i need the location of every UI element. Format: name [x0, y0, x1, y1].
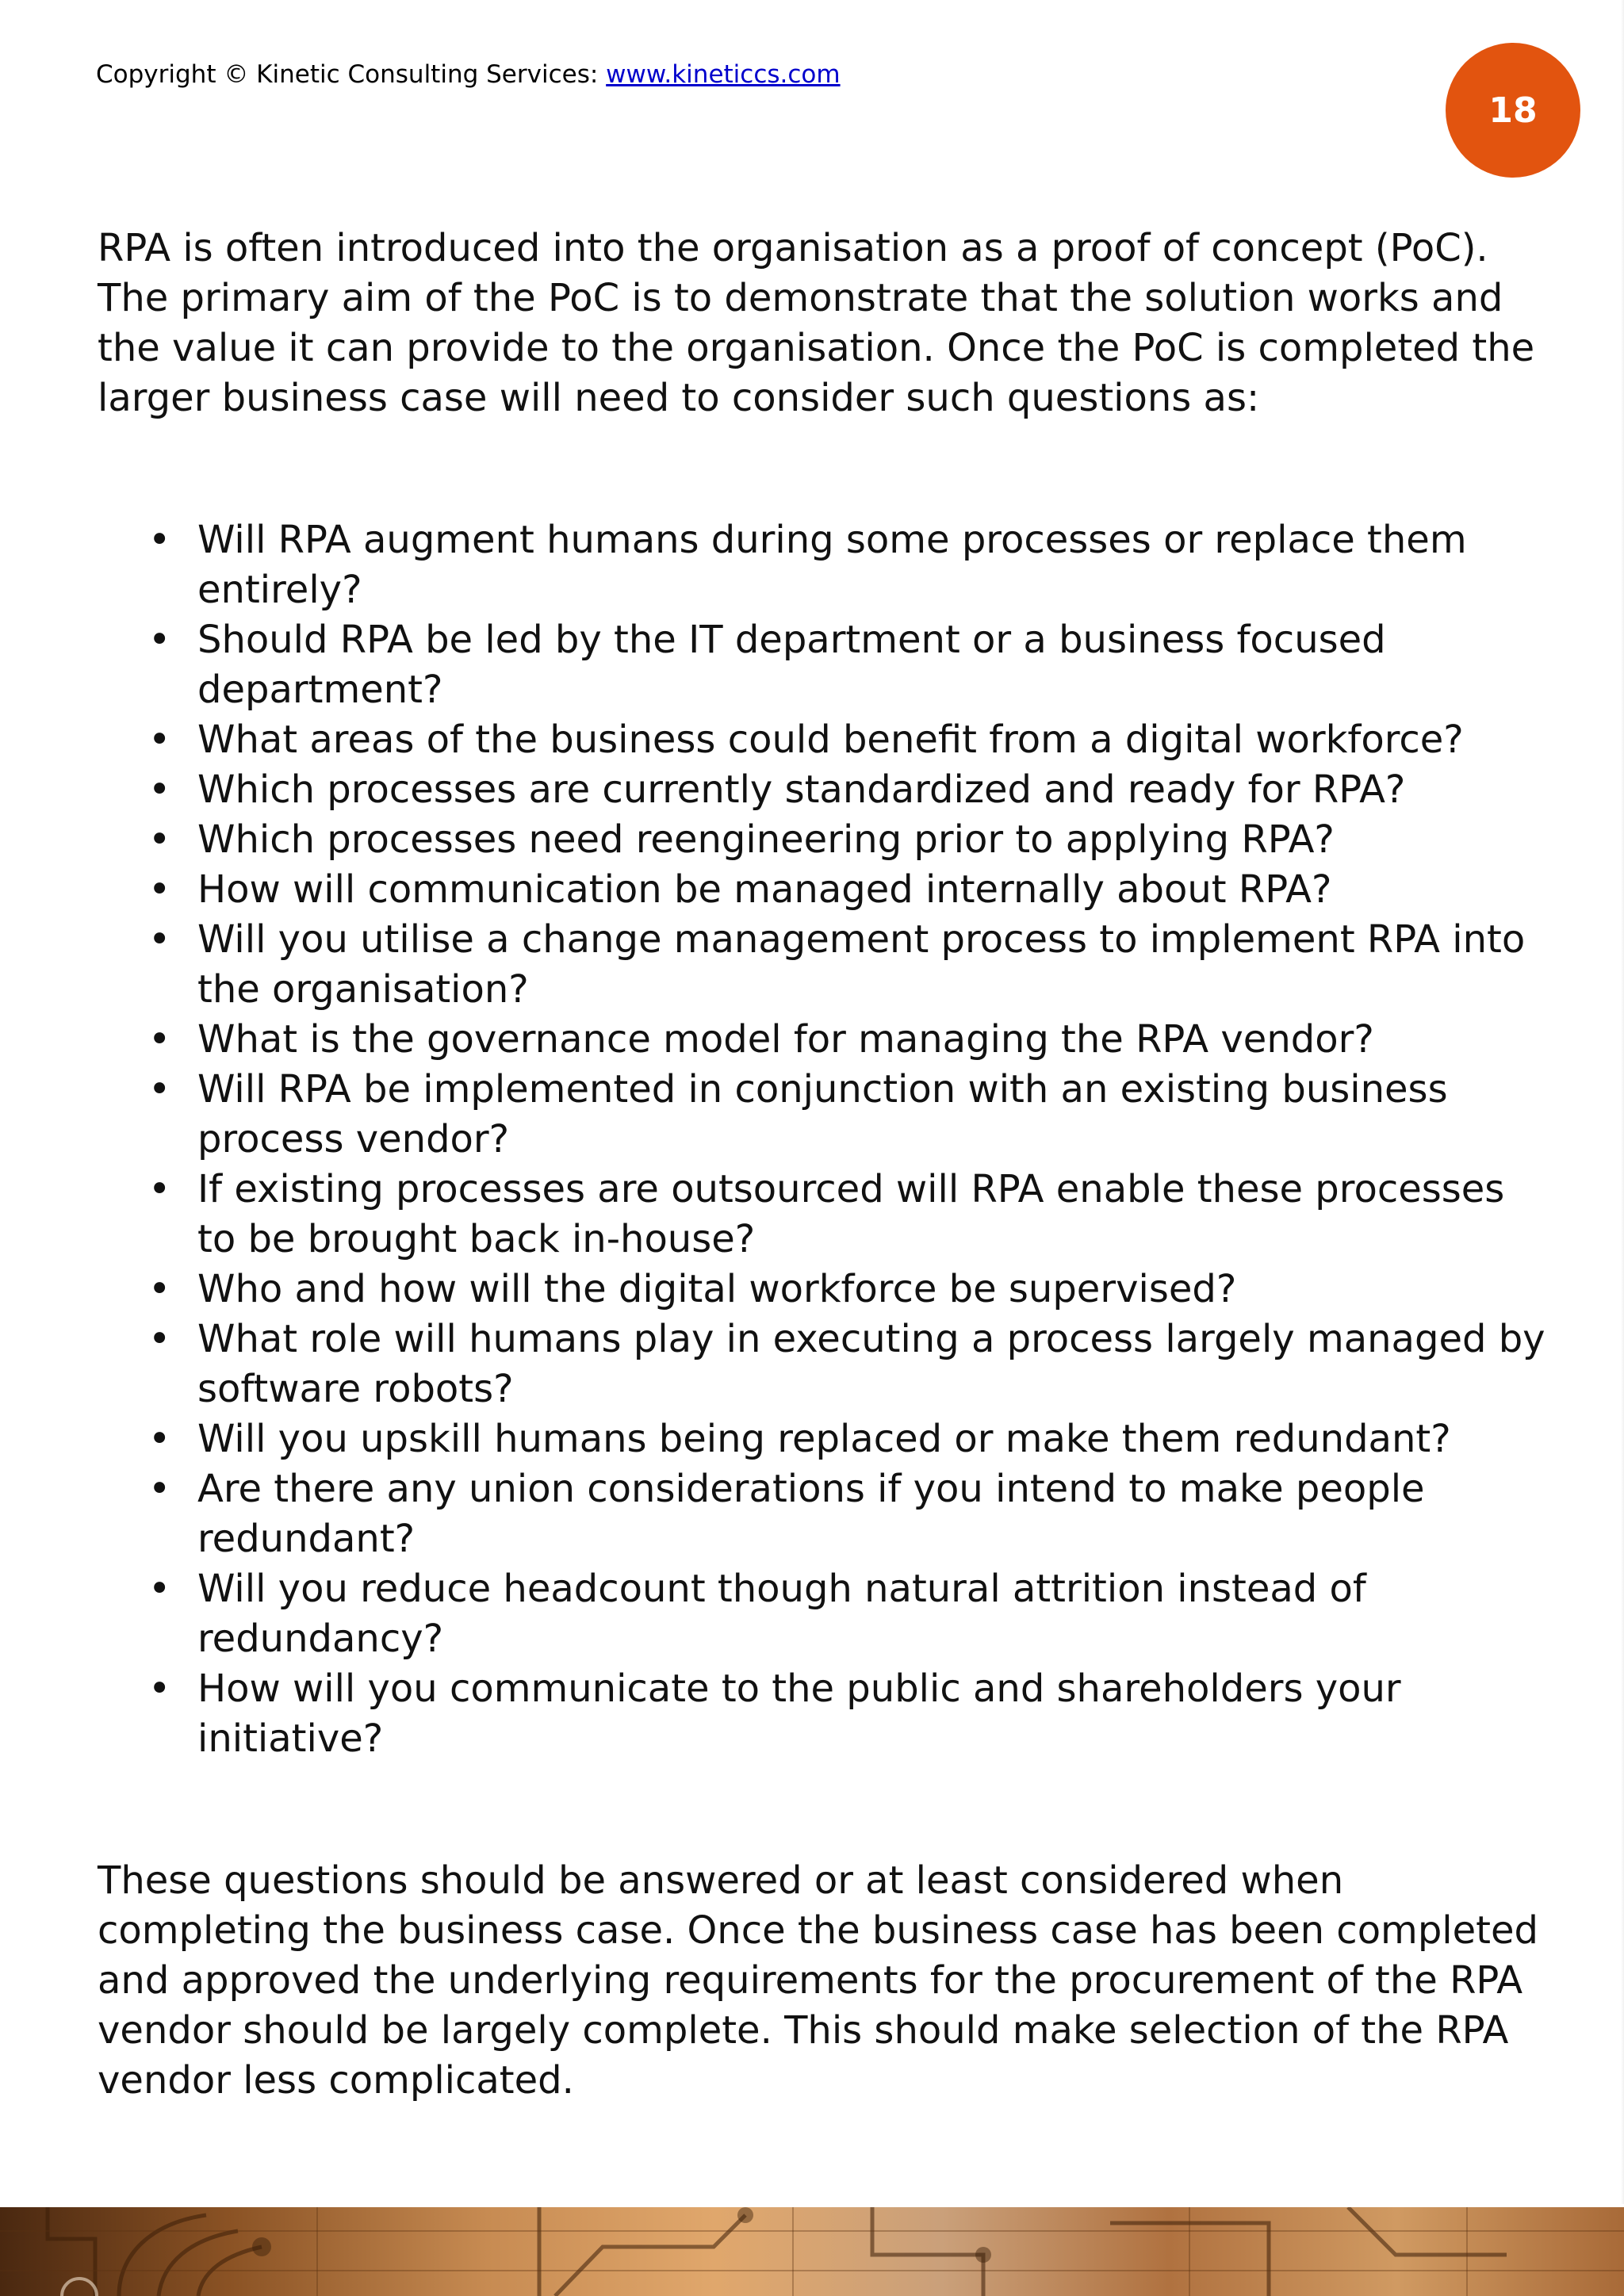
page-number: 18 — [1488, 90, 1538, 131]
intro-paragraph: RPA is often introduced into the organisation as a proof of concept (PoC). The primary aim of the PoC is to demonstrate that the solution works and the value it can provide to the organisation. Once the PoC is completed the larger business case will need to consider such questions as: — [98, 226, 1535, 420]
list-item: • Are there any union considerations if you intend to make people redundant? — [197, 1464, 1549, 1564]
footer-decorative-band — [0, 2207, 1624, 2296]
document-body — [98, 224, 1549, 2106]
copyright-text: Copyright © Kinetic Consulting Services: — [96, 60, 607, 89]
list-item: • If existing processes are outsourced will RPA enable these processes to be brought back in-house? — [197, 1165, 1549, 1265]
list-item: • Will you upskill humans being replaced or make them redundant? — [197, 1414, 1549, 1464]
list-item: • What areas of the business could benefit from a digital workforce? — [197, 715, 1549, 765]
list-item: • Will you reduce headcount though natural attrition instead of redundancy? — [197, 1564, 1549, 1664]
circuit-pattern-graphic — [0, 2207, 1624, 2296]
website-link[interactable]: www.kineticcs.com — [606, 60, 841, 89]
list-item: • How will you communicate to the public and shareholders your initiative? — [197, 1664, 1549, 1764]
list-item: • Who and how will the digital workforce be supervised? — [197, 1265, 1549, 1314]
list-item: • Which processes are currently standardized and ready for RPA? — [197, 765, 1549, 815]
questions-list — [98, 515, 1549, 1764]
list-item: • What is the governance model for managing the RPA vendor? — [197, 1015, 1549, 1065]
list-item: • Will RPA be implemented in conjunction with an existing business process vendor? — [197, 1065, 1549, 1165]
list-item: • What role will humans play in executing a process largely managed by software robots? — [197, 1314, 1549, 1414]
list-item: • Will you utilise a change management process to implement RPA into the organisation? — [197, 915, 1549, 1015]
list-item: • Should RPA be led by the IT department or a business focused department? — [197, 615, 1549, 715]
list-item: • Which processes need reengineering prior to applying RPA? — [197, 815, 1549, 865]
list-item: • How will communication be managed internally about RPA? — [197, 865, 1549, 915]
copyright-header — [96, 59, 841, 90]
page-number-badge — [1446, 43, 1580, 178]
list-item: • Will RPA augment humans during some processes or replace them entirely? — [197, 515, 1549, 615]
conclusion-paragraph: These questions should be answered or at least considered when completing the business case. Once the business case has been completed and approved the underlying requirements for the procurement of the RPA vendor should be largely complete. This should make selection of the RPA vendor less complicated. — [98, 1858, 1538, 2103]
page-edge-shadow — [1621, 0, 1624, 2204]
